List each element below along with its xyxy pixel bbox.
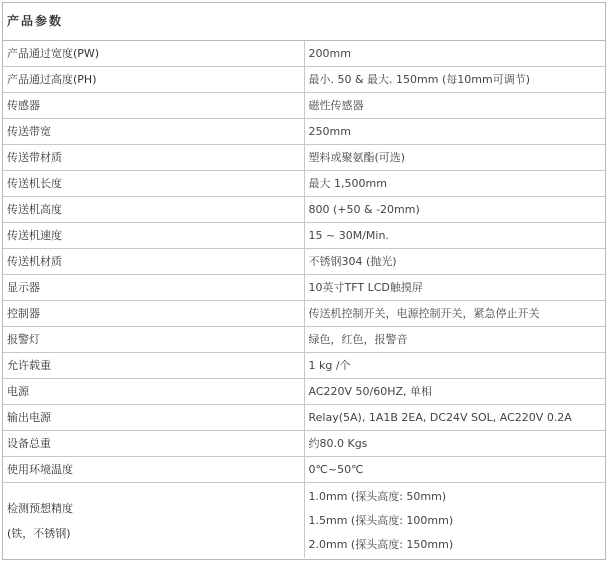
spec-key: 传送机材质 <box>3 249 304 275</box>
spec-value: 约80.0 Kgs <box>304 431 605 457</box>
product-spec-table <box>3 3 605 558</box>
spec-key: 传送带宽 <box>3 119 304 145</box>
spec-key: 控制器 <box>3 301 304 327</box>
table-row <box>3 93 605 119</box>
table-row <box>3 67 605 93</box>
spec-value: 250mm <box>304 119 605 145</box>
spec-value: 磁性传感器 <box>304 93 605 119</box>
table-row <box>3 301 605 327</box>
spec-key: 传送带材质 <box>3 145 304 171</box>
product-spec-sheet <box>2 2 606 560</box>
spec-key: 输出电源 <box>3 405 304 431</box>
table-row <box>3 275 605 301</box>
accuracy-values <box>304 483 605 559</box>
spec-key: 产品通过高度(PH) <box>3 67 304 93</box>
table-row <box>3 41 605 67</box>
spec-key: 传送机长度 <box>3 171 304 197</box>
spec-key: 产品通过宽度(PW) <box>3 41 304 67</box>
spec-value: Relay(5A), 1A1B 2EA, DC24V SOL, AC220V 0.2A <box>304 405 605 431</box>
accuracy-value-line: 2.0mm (探头高度: 150mm) <box>308 537 454 551</box>
accuracy-key-line: (铁，不锈钢) <box>7 526 71 540</box>
spec-value: 15 ~ 30M/Min. <box>304 223 605 249</box>
table-row <box>3 405 605 431</box>
spec-value: 800 (+50 & -20mm) <box>304 197 605 223</box>
spec-value: 最大 1,500mm <box>304 171 605 197</box>
spec-key: 使用环境温度 <box>3 457 304 483</box>
table-row <box>3 197 605 223</box>
spec-value: 绿色，红色，报警音 <box>304 327 605 353</box>
table-row <box>3 171 605 197</box>
table-title-row <box>3 3 605 41</box>
spec-value: 200mm <box>304 41 605 67</box>
table-title: 产品参数 <box>3 3 605 41</box>
table-row <box>3 353 605 379</box>
table-row <box>3 457 605 483</box>
spec-value: 塑料或聚氨酯(可选) <box>304 145 605 171</box>
spec-value: 1 kg /个 <box>304 353 605 379</box>
spec-key: 传感器 <box>3 93 304 119</box>
accuracy-key <box>3 483 304 559</box>
spec-value: 传送机控制开关，电源控制开关，紧急停止开关 <box>304 301 605 327</box>
spec-value: 最小. 50 & 最大. 150mm (每10mm可调节) <box>304 67 605 93</box>
spec-value: 10英寸TFT LCD触摸屏 <box>304 275 605 301</box>
spec-key: 允许载重 <box>3 353 304 379</box>
accuracy-value-line: 1.0mm (探头高度: 50mm) <box>308 489 447 503</box>
table-row <box>3 379 605 405</box>
table-row <box>3 431 605 457</box>
table-row <box>3 327 605 353</box>
spec-value: 0℃~50℃ <box>304 457 605 483</box>
table-row <box>3 223 605 249</box>
spec-key: 显示器 <box>3 275 304 301</box>
table-row <box>3 119 605 145</box>
spec-value: AC220V 50/60HZ, 单相 <box>304 379 605 405</box>
spec-value: 不锈钢304 (抛光) <box>304 249 605 275</box>
spec-key: 电源 <box>3 379 304 405</box>
table-row <box>3 249 605 275</box>
spec-key: 报警灯 <box>3 327 304 353</box>
accuracy-row <box>3 483 605 559</box>
accuracy-value-line: 1.5mm (探头高度: 100mm) <box>308 513 454 527</box>
spec-key: 传送机高度 <box>3 197 304 223</box>
spec-key: 传送机速度 <box>3 223 304 249</box>
table-row <box>3 145 605 171</box>
spec-key: 设备总重 <box>3 431 304 457</box>
accuracy-key-line: 检测预想精度 <box>7 501 73 515</box>
